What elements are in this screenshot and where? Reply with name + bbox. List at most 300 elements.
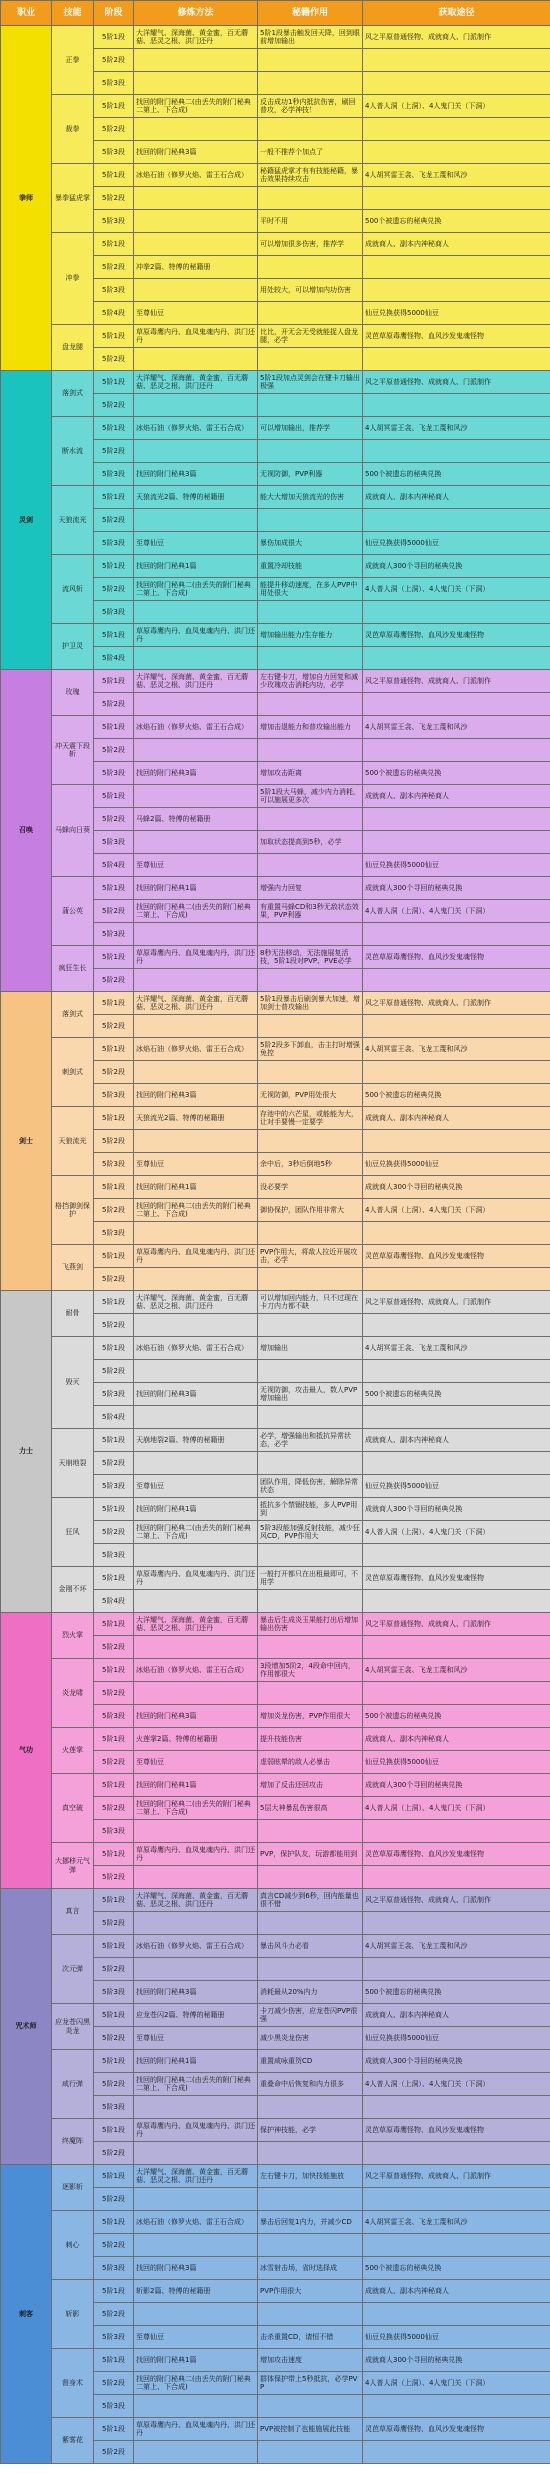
source-text: 4人普人洞（上洞）、4人鬼门关（下洞） (363, 95, 550, 118)
stage-label: 5阶2段 (94, 2027, 134, 2050)
effect-text: 无视防御，PVP利器 (258, 463, 363, 486)
effect-text: 暴伤加成很大 (258, 532, 363, 555)
stage-label: 5阶2段 (94, 578, 134, 601)
skill-name: 正拳 (52, 26, 94, 95)
source-text (363, 1130, 550, 1153)
effect-text (258, 1015, 363, 1038)
stage-label: 5阶3段 (94, 1383, 134, 1406)
method-text (134, 2188, 258, 2211)
stage-label: 5阶2段 (94, 900, 134, 923)
effect-text: PVP，保护队友，玩游都能用到 (258, 1843, 363, 1866)
source-text: 成就商人、副本内神秘商人 (363, 233, 550, 256)
header-effect: 秘籍作用 (258, 1, 363, 26)
stage-label: 5阶2段 (94, 1452, 134, 1475)
method-text: 草原毒鹰内丹、血凤鬼魂内丹、洪门还丹 (134, 946, 258, 969)
stage-label: 5阶3段 (94, 2096, 134, 2119)
method-text: 找回的附门秘典1篇 (134, 2349, 258, 2372)
method-text: 找回的附门秘典3篇 (134, 762, 258, 785)
method-text (134, 1912, 258, 1935)
skill-name: 流风斩 (52, 555, 94, 624)
effect-text (258, 2395, 363, 2418)
effect-text (258, 854, 363, 877)
source-text (363, 141, 550, 164)
source-text (363, 2142, 550, 2165)
stage-label: 5阶3段 (94, 279, 134, 302)
method-text (134, 118, 258, 141)
stage-label: 5阶3段 (94, 210, 134, 233)
effect-text: 卡刀减少伤害，应龙苍闪PVP很强 (258, 2004, 363, 2027)
effect-text: 余中后，3秒后倒地5秒 (258, 1153, 363, 1176)
effect-text: 真言CD减少到6秒，回内能量也很不错 (258, 1889, 363, 1912)
stage-label: 5阶3段 (94, 72, 134, 95)
effect-text: 消耗最从20%内力 (258, 1981, 363, 2004)
stage-label: 5阶4段 (94, 1406, 134, 1429)
stage-label: 5阶2段 (94, 2303, 134, 2326)
stage-label: 5阶4段 (94, 647, 134, 670)
profession-name: 召唤 (1, 670, 52, 992)
method-text: 找回的附门秘典二(由丢失的附门秘典二第上、下合成) (134, 2372, 258, 2395)
stage-label: 5阶3段 (94, 1820, 134, 1843)
stage-label: 5阶2段 (94, 693, 134, 716)
skill-name: 天崩地裂 (52, 1429, 94, 1498)
source-text (363, 1590, 550, 1613)
stage-label: 5阶3段 (94, 601, 134, 624)
source-text: 灵芭草原毒鹰怪物、血风沙发鬼魂怪物 (363, 624, 550, 647)
stage-label: 5阶1段 (94, 2165, 134, 2188)
table-row (1, 2004, 550, 2027)
effect-text: 减少黑炎龙伤害 (258, 2027, 363, 2050)
source-text: 成就商人300个寻回的秘典兑换 (363, 1774, 550, 1797)
profession-name: 咒术师 (1, 1889, 52, 2165)
skill-name: 冲拳 (52, 233, 94, 325)
skill-name: 金刚不坏 (52, 1567, 94, 1613)
source-text: 4人胡冥雷王衾、飞龙工蔑和风沙 (363, 164, 550, 187)
skill-name: 裁拳 (52, 95, 94, 164)
table-row (1, 1843, 550, 1866)
stage-label: 5阶1段 (94, 2050, 134, 2073)
effect-text (258, 2234, 363, 2257)
source-text: 4人胡冥雷王衾、飞龙工蔑和风沙 (363, 2211, 550, 2234)
source-text (363, 1912, 550, 1935)
effect-text: 暴击后回复1内力，并减少CD (258, 2211, 363, 2234)
stage-label: 5阶2段 (94, 2441, 134, 2464)
source-text (363, 440, 550, 463)
effect-text: PVP作用大，将敌人拉近开展攻击，必学 (258, 1245, 363, 1268)
skill-name: 应龙苍闪黑炎龙 (52, 2004, 94, 2050)
effect-text: 没必要学 (258, 1176, 363, 1199)
source-text: 灵芭草原毒鹰怪物、血风沙发鬼魂怪物 (363, 946, 550, 969)
effect-text: 必学，增强输出和抵抗异常状态，必学 (258, 1429, 363, 1452)
source-text (363, 601, 550, 624)
source-text: 仙豆兑换获得5000仙豆 (363, 2326, 550, 2349)
source-text: 4人胡冥雷王衾、飞龙工蔑和风沙 (363, 716, 550, 739)
stage-label: 5阶1段 (94, 2211, 134, 2234)
stage-label: 5阶1段 (94, 2119, 134, 2142)
stage-label: 5阶2段 (94, 394, 134, 417)
source-text: 4人胡冥雷王衾、飞龙工蔑和风沙 (363, 1038, 550, 1061)
stage-label: 5阶2段 (94, 256, 134, 279)
source-text: 4人普人洞（上洞）、4人鬼门关（下洞） (363, 578, 550, 601)
table-row (1, 2280, 550, 2303)
method-text: 斩影2篇、特傅的秘籍册 (134, 2280, 258, 2303)
source-text: 成就商人、副本内神秘商人 (363, 486, 550, 509)
source-text (363, 2096, 550, 2119)
stage-label: 5阶2段 (94, 509, 134, 532)
table-row (1, 2050, 550, 2073)
stage-label: 5阶1段 (94, 555, 134, 578)
source-text: 成就商人300个寻回的秘典兑换 (363, 2050, 550, 2073)
stage-label: 5阶2段 (94, 1958, 134, 1981)
method-text (134, 2441, 258, 2464)
method-text (134, 1061, 258, 1084)
stage-label: 5阶2段 (94, 348, 134, 371)
stage-label: 5阶1段 (94, 1889, 134, 1912)
effect-text (258, 256, 363, 279)
source-text: 成就商人300个寻回的秘典兑换 (363, 1498, 550, 1521)
effect-text: 5阶3段能加强反射技能，减少狂风CD，PVP作用大 (258, 1521, 363, 1544)
source-text: 风之平原普通怪物、成就商人、门派制作 (363, 1613, 550, 1636)
skill-name: 刺心 (52, 2211, 94, 2280)
effect-text: 冰雪射击场，省时选择成 (258, 2257, 363, 2280)
table-row (1, 946, 550, 969)
stage-label: 5阶3段 (94, 1981, 134, 2004)
skill-name: 烈火掌 (52, 1613, 94, 1659)
skill-name: 终魔阵 (52, 2119, 94, 2165)
effect-text (258, 2096, 363, 2119)
effect-text (258, 187, 363, 210)
stage-label: 5阶1段 (94, 1291, 134, 1314)
effect-text (258, 1406, 363, 1429)
method-text (134, 2096, 258, 2119)
effect-text (258, 509, 363, 532)
table-row (1, 1613, 550, 1636)
method-text (134, 1360, 258, 1383)
method-text (134, 831, 258, 854)
table-row (1, 624, 550, 647)
effect-text: 击杀重置CD，请恒不错 (258, 2326, 363, 2349)
stage-label: 5阶2段 (94, 2372, 134, 2395)
source-text (363, 1866, 550, 1889)
stage-label: 5阶1段 (94, 624, 134, 647)
skill-name: 督身术 (52, 2349, 94, 2418)
source-text (363, 49, 550, 72)
skill-name: 耐骨 (52, 1291, 94, 1337)
method-text: 冰焰石油（修罗火焰、雷王石合成） (134, 164, 258, 187)
method-text: 至尊仙豆 (134, 1475, 258, 1498)
stage-label: 5阶3段 (94, 2395, 134, 2418)
effect-text: 可以增加很多伤害，推荐学 (258, 233, 363, 256)
header-source: 获取途径 (363, 1, 550, 26)
source-text (363, 1544, 550, 1567)
method-text: 至尊仙豆 (134, 1153, 258, 1176)
stage-label: 5阶1段 (94, 992, 134, 1015)
skill-name: 天狼流光 (52, 1107, 94, 1176)
table-row (1, 2418, 550, 2441)
method-text (134, 1222, 258, 1245)
method-text: 大洋耀气、深海菌、黄金蜜，百无蘑菇、恶灵之根、洪门还丹 (134, 371, 258, 394)
method-text (134, 969, 258, 992)
effect-text: 一般不推荐个加点了 (258, 141, 363, 164)
header-row (1, 1, 550, 26)
effect-text (258, 1314, 363, 1337)
stage-label: 5阶2段 (94, 969, 134, 992)
method-text: 找回的附门秘典1篇 (134, 877, 258, 900)
method-text (134, 233, 258, 256)
effect-text (258, 394, 363, 417)
source-text (363, 72, 550, 95)
stage-label: 5阶2段 (94, 2073, 134, 2096)
stage-label: 5阶2段 (94, 2234, 134, 2257)
effect-text (258, 1544, 363, 1567)
method-text (134, 1866, 258, 1889)
source-text: 仙豆兑换获得5000仙豆 (363, 1751, 550, 1774)
source-text: 灵芭草原毒鹰怪物、血风沙发鬼魂怪物 (363, 2119, 550, 2142)
method-text: 找回的附门秘典二(由丢失的附门秘典二第上、下合成) (134, 1199, 258, 1222)
effect-text: 保护神技能，必学 (258, 2119, 363, 2142)
method-text: 火莲掌2篇、特傅的秘籍册 (134, 1728, 258, 1751)
stage-label: 5阶2段 (94, 118, 134, 141)
effect-text (258, 2142, 363, 2165)
profession-name: 剑士 (1, 992, 52, 1291)
source-text: 4人普人洞（上洞）、4人鬼门关（下洞） (363, 900, 550, 923)
method-text (134, 440, 258, 463)
method-text: 找回的附门秘典3篇 (134, 463, 258, 486)
stage-label: 5阶3段 (94, 1475, 134, 1498)
method-text (134, 2234, 258, 2257)
method-text (134, 647, 258, 670)
table-row (1, 2211, 550, 2234)
method-text: 至尊仙豆 (134, 532, 258, 555)
source-text: 成就商人、副本内神秘商人 (363, 2280, 550, 2303)
source-text: 风之平原普通怪物、成就商人、门派制作 (363, 2165, 550, 2188)
stage-label: 5阶2段 (94, 1130, 134, 1153)
method-text (134, 210, 258, 233)
table-row (1, 233, 550, 256)
stage-label: 5阶3段 (94, 1153, 134, 1176)
stage-label: 5阶1段 (94, 486, 134, 509)
method-text (134, 1958, 258, 1981)
source-text (363, 1314, 550, 1337)
table-row (1, 670, 550, 693)
header-profession: 职业 (1, 1, 52, 26)
source-text: 500个被遗忘的秘典兑换 (363, 463, 550, 486)
effect-text: 重置咸咏重贺CD (258, 2050, 363, 2073)
table-row (1, 164, 550, 187)
skill-name: 真空破 (52, 1774, 94, 1843)
source-text: 500个被遗忘的秘典兑换 (363, 762, 550, 785)
stage-label: 5阶2段 (94, 1636, 134, 1659)
source-text (363, 808, 550, 831)
source-text (363, 831, 550, 854)
source-text: 4人胡冥雷王衾、飞龙工蔑和风沙 (363, 1337, 550, 1360)
source-text (363, 1061, 550, 1084)
effect-text: 御协保护，团队作用非常大 (258, 1199, 363, 1222)
method-text: 找回的附门秘典1篇 (134, 1176, 258, 1199)
table-row (1, 2119, 550, 2142)
stage-label: 5阶1段 (94, 785, 134, 808)
source-text: 成就商人、副本内神秘商人 (363, 1429, 550, 1452)
source-text: 灵芭草原毒鹰怪物、血风沙发鬼魂怪物 (363, 2418, 550, 2441)
effect-text: 加取状态提高到5秒，必学 (258, 831, 363, 854)
source-text: 成就商人300个寻回的秘典兑换 (363, 877, 550, 900)
skill-name: 炎龙啸 (52, 1659, 94, 1728)
source-text: 500个被遗忘的秘典兑换 (363, 1705, 550, 1728)
method-text (134, 72, 258, 95)
source-text (363, 969, 550, 992)
method-text: 冲拳2篇、特傅的秘籍册 (134, 256, 258, 279)
skill-name: 格挡御剑保护 (52, 1176, 94, 1245)
table-row (1, 1429, 550, 1452)
source-text: 500个被遗忘的秘典兑换 (363, 1084, 550, 1107)
method-text: 至尊仙豆 (134, 302, 258, 325)
effect-text: 5阶1段加点灵剑会在键卡刀输出极强 (258, 371, 363, 394)
table-row (1, 1038, 550, 1061)
stage-label: 5阶2段 (94, 739, 134, 762)
skill-name: 护卫灵 (52, 624, 94, 670)
effect-text: 能提升移动速度，在多人PVP中用处很大 (258, 578, 363, 601)
effect-text (258, 1682, 363, 1705)
method-text: 至尊仙豆 (134, 2027, 258, 2050)
stage-label: 5阶1段 (94, 325, 134, 348)
stage-label: 5阶3段 (94, 1544, 134, 1567)
skill-name: 次元弹 (52, 1935, 94, 2004)
source-text: 成就商人、副本内神秘商人 (363, 2004, 550, 2027)
method-text (134, 1590, 258, 1613)
source-text (363, 647, 550, 670)
source-text: 仙豆兑换获得5000仙豆 (363, 532, 550, 555)
effect-text (258, 739, 363, 762)
method-text: 草原毒鹰内丹、血凤鬼魂内丹、洪门还丹 (134, 2418, 258, 2441)
stage-label: 5阶3段 (94, 141, 134, 164)
source-text: 成就商人300个寻回的秘典兑换 (363, 1176, 550, 1199)
method-text (134, 601, 258, 624)
source-text (363, 1015, 550, 1038)
skill-name: 紫雾花 (52, 2418, 94, 2464)
source-text (363, 923, 550, 946)
source-text: 成就商人、副本内神秘商人 (363, 1728, 550, 1751)
method-text (134, 187, 258, 210)
method-text: 草原毒鹰内丹、血凤鬼魂内丹、洪门还丹 (134, 1567, 258, 1590)
method-text: 大洋耀气、深海菌、黄金蜜，百无蘑菇、恶灵之根、洪门还丹 (134, 2165, 258, 2188)
skill-name: 天狼流光 (52, 486, 94, 555)
stage-label: 5阶1段 (94, 95, 134, 118)
method-text: 冰焰石油（修罗火焰、雷王石合成） (134, 2211, 258, 2234)
table-row (1, 1245, 550, 1268)
source-text: 4人普人洞（上洞）、4人鬼门关（下洞） (363, 1199, 550, 1222)
method-text (134, 1130, 258, 1153)
stage-label: 5阶2段 (94, 187, 134, 210)
source-text: 风之平原普通怪物、成就商人、门派制作 (363, 992, 550, 1015)
table-row (1, 716, 550, 739)
source-text: 4人普人洞（上洞）、4人鬼门关（下洞） (363, 2073, 550, 2096)
method-text: 大洋耀气、深海菌、黄金蜜，百无蘑菇、恶灵之根、洪门还丹 (134, 1889, 258, 1912)
stage-label: 5阶1段 (94, 233, 134, 256)
method-text (134, 1820, 258, 1843)
method-text (134, 348, 258, 371)
effect-text: 增加攻击距离 (258, 762, 363, 785)
effect-text: 暴击风斗力必看 (258, 1935, 363, 1958)
effect-text (258, 647, 363, 670)
table-row (1, 26, 550, 49)
effect-text: 可以增加输出，推荐学 (258, 417, 363, 440)
source-text (363, 2234, 550, 2257)
source-text: 风之平原普通怪物、成就商人、门派制作 (363, 1889, 550, 1912)
source-text (363, 118, 550, 141)
effect-text: 平时不用 (258, 210, 363, 233)
stage-label: 5阶2段 (94, 1314, 134, 1337)
stage-label: 5阶3段 (94, 2257, 134, 2280)
method-text: 应龙苍闪2篇、特傅的秘籍册 (134, 2004, 258, 2027)
effect-text: 增加输出 (258, 1337, 363, 1360)
source-text: 风之平原普通怪物、成就商人、门派制作 (363, 371, 550, 394)
method-text: 找回的附门秘典二(由丢失的附门秘典二第上、下合成) (134, 1521, 258, 1544)
source-text (363, 348, 550, 371)
source-text: 风之平原普通怪物、成就商人、门派制作 (363, 1291, 550, 1314)
source-text: 风之平原普通怪物、成就商人、门派制作 (363, 26, 550, 49)
skill-name: 飞燕剑 (52, 1245, 94, 1291)
method-text: 找回的附门秘典3篇 (134, 1084, 258, 1107)
profession-name: 力士 (1, 1291, 52, 1613)
skill-name: 大挪移元气弹 (52, 1843, 94, 1889)
effect-text: PVP被控制了也能施展此技能 (258, 2418, 363, 2441)
stage-label: 5阶2段 (94, 440, 134, 463)
source-text: 成就商人300个寻回的秘典兑换 (363, 555, 550, 578)
stage-label: 5阶1段 (94, 1567, 134, 1590)
method-text (134, 2303, 258, 2326)
stage-label: 5阶4段 (94, 1590, 134, 1613)
effect-text: 增加输出能力/生存能力 (258, 624, 363, 647)
skill-name: 斩影 (52, 2280, 94, 2349)
stage-label: 5阶1段 (94, 1498, 134, 1521)
method-text: 至尊仙豆 (134, 1751, 258, 1774)
method-text: 找回的附门秘典二(由丢失的附门秘典二第上、下合成) (134, 2073, 258, 2096)
stage-label: 5阶3段 (94, 831, 134, 854)
source-text (363, 187, 550, 210)
method-text: 至尊仙豆 (134, 2326, 258, 2349)
effect-text: 5阶1段暴击后刷剑暴大加速，增加剑士普攻输出 (258, 992, 363, 1015)
table-row (1, 1567, 550, 1590)
source-text (363, 279, 550, 302)
stage-label: 5阶2段 (94, 1268, 134, 1291)
skill-name: 断水流 (52, 417, 94, 486)
effect-text: 5层大神暴乱伤害很高 (258, 1797, 363, 1820)
stage-label: 5阶1段 (94, 716, 134, 739)
skill-name: 落剑式 (52, 992, 94, 1038)
table-row (1, 1728, 550, 1751)
effect-text: 群体保护带上5秒抵抗，必学PVP (258, 2372, 363, 2395)
source-text (363, 1636, 550, 1659)
effect-text: 秘籍猛虎掌才有有技能秘籍，暴击效果持续攻击 (258, 164, 363, 187)
stage-label: 5阶3段 (94, 2326, 134, 2349)
stage-label: 5阶1段 (94, 1107, 134, 1130)
effect-text: PVP作用很大 (258, 2280, 363, 2303)
stage-label: 5阶2段 (94, 2188, 134, 2211)
profession-name: 刺客 (1, 2165, 52, 2464)
method-text (134, 2395, 258, 2418)
table-row (1, 2165, 550, 2188)
method-text: 找回的附门秘典二(由丢失的附门秘典二第上、下合成) (134, 900, 258, 923)
source-text (363, 1268, 550, 1291)
effect-text (258, 1958, 363, 1981)
table-row (1, 1176, 550, 1199)
method-text: 冰焰石油（修罗火焰、雷王石合成） (134, 1337, 258, 1360)
source-text: 仙豆兑换获得5000仙豆 (363, 1153, 550, 1176)
effect-text (258, 808, 363, 831)
skill-name: 落剑式 (52, 371, 94, 417)
stage-label: 5阶3段 (94, 1222, 134, 1245)
table-row (1, 877, 550, 900)
effect-text (258, 1222, 363, 1245)
